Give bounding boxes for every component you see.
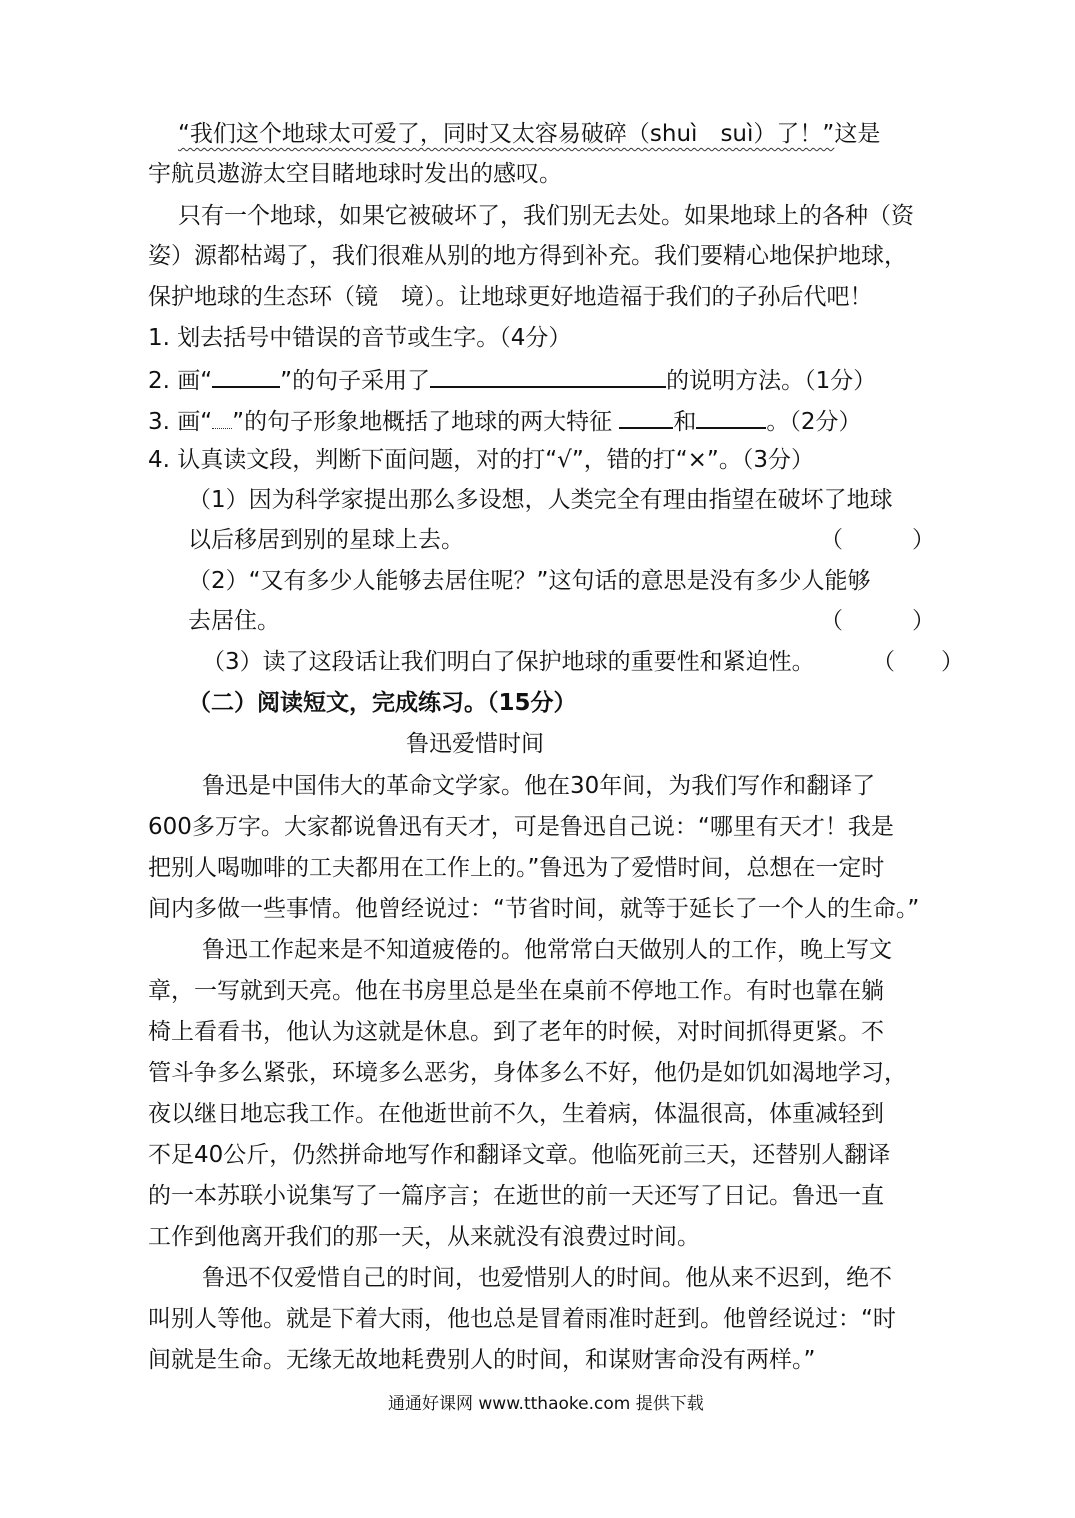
- answer-parentheses[interactable]: （ ）: [820, 608, 935, 634]
- answer-blank[interactable]: [696, 403, 766, 429]
- paragraph-line: 夜以继日地忘我工作。在他逝世前不久，生着病，体温很高，体重减轻到: [148, 1101, 884, 1127]
- wavy-line-sample: [212, 408, 232, 429]
- paragraph-line: 鲁迅是中国伟大的革命文学家。他在30年间，为我们写作和翻译了: [202, 773, 876, 799]
- judgement-2-line1: （2）“又有多少人能够去居住呢？”这句话的意思是没有多少人能够: [188, 568, 871, 594]
- question-3: [148, 403, 862, 438]
- paragraph-line: 鲁迅不仅爱惜自己的时间，也爱惜别人的时间。他从来不迟到，绝不: [202, 1265, 892, 1291]
- paragraph-line: 叫别人等他。就是下着大雨，他也总是冒着雨准时赶到。他曾经说过：“时: [148, 1306, 896, 1332]
- paragraph-line: 的一本苏联小说集写了一篇序言；在逝世的前一天还写了日记。鲁迅一直: [148, 1183, 884, 1209]
- text-fragment: ”的句子形象地概括了地球的两大特征: [232, 409, 613, 435]
- paragraph-line: 工作到他离开我们的那一天，从来就没有浪费过时间。: [148, 1224, 700, 1250]
- paragraph-line: 椅上看看书，他认为这就是休息。到了老年的时候，对时间抓得更紧。不: [148, 1019, 884, 1045]
- text-fragment: 的说明方法。（1分）: [666, 368, 877, 394]
- judgement-1-line2: 以后移居到别的星球上去。: [188, 527, 464, 553]
- paragraph-line: 鲁迅工作起来是不知道疲倦的。他常常白天做别人的工作，晚上写文: [202, 937, 892, 963]
- judgement-1-line1: （1）因为科学家提出那么多设想，人类完全有理由指望在破坏了地球: [188, 487, 893, 513]
- answer-blank[interactable]: [619, 403, 673, 429]
- text-fragment: 。（2分）: [766, 409, 862, 435]
- answer-blank[interactable]: [430, 362, 666, 388]
- question-4: 4. 认真读文段，判断下面问题，对的打“√”，错的打“×”。（3分）: [148, 447, 814, 473]
- paragraph-line: 间内多做一些事情。他曾经说过：“节省时间，就等于延长了一个人的生命。”: [148, 896, 920, 922]
- page-footer: 通通好课网 www.tthaoke.com 提供下载: [388, 1394, 704, 1414]
- passage-line: [178, 118, 880, 150]
- passage-line: 姿）源都枯竭了，我们很难从别的地方得到补充。我们要精心地保护地球，: [148, 243, 907, 269]
- passage-line: 宇航员遨游太空目睹地球时发出的感叹。: [148, 161, 562, 187]
- paragraph-line: 管斗争多么紧张，环境多么恶劣，身体多么不好，他仍是如饥如渴地学习，: [148, 1060, 907, 1086]
- section-heading: （二）阅读短文，完成练习。（15分）: [188, 690, 577, 716]
- answer-parentheses[interactable]: （ ）: [820, 527, 935, 553]
- judgement-3: （3）读了这段话让我们明白了保护地球的重要性和紧迫性。: [202, 649, 815, 675]
- question-1: 1. 划去括号中错误的音节或生字。（4分）: [148, 325, 572, 351]
- paragraph-line: 600多万字。大家都说鲁迅有天才，可是鲁迅自己说：“哪里有天才！我是: [148, 814, 894, 840]
- paragraph-line: 间就是生命。无缘无故地耗费别人的时间，和谋财害命没有两样。”: [148, 1347, 816, 1373]
- passage-line: 保护地球的生态环（镜 境）。让地球更好地造福于我们的子孙后代吧！: [148, 284, 873, 310]
- text-fragment: 和: [673, 409, 697, 435]
- answer-parentheses[interactable]: （ ）: [872, 649, 964, 675]
- passage-line: 只有一个地球，如果它被破坏了，我们别无去处。如果地球上的各种（资: [178, 203, 914, 229]
- wavy-underlined-quote: “我们这个地球太可爱了，同时又太容易破碎（shuì suì）了！”: [178, 121, 835, 147]
- text-fragment: ”的句子采用了: [280, 368, 431, 394]
- paragraph-line: 把别人喝咖啡的工夫都用在工作上的。”鲁迅为了爱惜时间，总想在一定时: [148, 855, 885, 881]
- judgement-2-line2: 去居住。: [188, 608, 280, 634]
- underline-sample: [212, 362, 280, 388]
- paragraph-line: 不足40公斤，仍然拼命地写作和翻译文章。他临死前三天，还替别人翻译: [148, 1142, 891, 1168]
- text-fragment: 3. 画“: [148, 409, 213, 435]
- paragraph-line: 章，一写就到天亮。他在书房里总是坐在桌前不停地工作。有时也靠在躺: [148, 978, 884, 1004]
- text-fragment: 2. 画“: [148, 368, 213, 394]
- text-fragment: 这是: [834, 121, 881, 147]
- question-2: [148, 362, 876, 397]
- article-title: 鲁迅爱惜时间: [406, 731, 544, 757]
